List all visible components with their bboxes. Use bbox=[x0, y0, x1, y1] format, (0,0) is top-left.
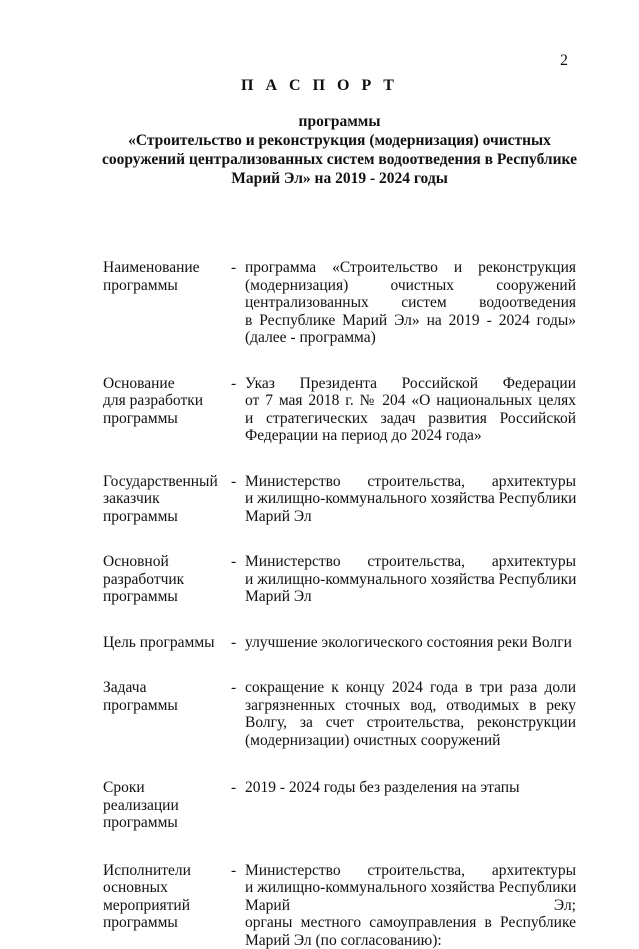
page-number: 2 bbox=[560, 52, 568, 70]
row-value-line: (модернизации) очистных сооружений bbox=[245, 732, 576, 750]
passport-row bbox=[103, 679, 576, 749]
row-value bbox=[245, 679, 576, 749]
program-subtitle bbox=[80, 112, 599, 188]
row-value-line: программа «Строительство и реконструкция bbox=[245, 259, 576, 277]
row-value-line: загрязненных сточных вод, отводимых в реку bbox=[245, 697, 576, 715]
row-value-line: Марий Эл; bbox=[245, 897, 576, 915]
row-value-line: (модернизация) очистных сооружений bbox=[245, 277, 576, 295]
row-label-line: Основание bbox=[103, 375, 231, 393]
row-dash: - bbox=[231, 259, 245, 347]
row-label-line: Задача bbox=[103, 679, 231, 697]
row-label-line: разработчик bbox=[103, 571, 231, 589]
row-dash: - bbox=[231, 679, 245, 749]
row-value-line: Министерство строительства, архитектуры bbox=[245, 473, 576, 491]
row-dash: - bbox=[231, 375, 245, 445]
row-dash: - bbox=[231, 634, 245, 652]
row-label bbox=[103, 375, 231, 445]
subtitle-line: «Строительство и реконструкция (модернизация) очистных bbox=[80, 131, 599, 150]
passport-row bbox=[103, 259, 576, 347]
subtitle-line: сооружений централизованных систем водоотведения в Республике bbox=[80, 150, 599, 169]
row-value bbox=[245, 553, 576, 606]
row-label-line: Сроки bbox=[103, 779, 231, 797]
row-label-line: Основной bbox=[103, 553, 231, 571]
row-value-line: и стратегических задач развития Российской bbox=[245, 410, 576, 428]
row-label bbox=[103, 634, 231, 652]
row-label-line: программы bbox=[103, 814, 231, 832]
row-label bbox=[103, 259, 231, 347]
row-label-line: Исполнители bbox=[103, 862, 231, 880]
row-dash: - bbox=[231, 779, 245, 832]
row-label-line: для разработки bbox=[103, 392, 231, 410]
subtitle-line: Марий Эл» на 2019 - 2024 годы bbox=[80, 169, 599, 188]
row-label-line: Цель программы bbox=[103, 634, 231, 652]
row-label-line: основных bbox=[103, 879, 231, 897]
passport-row bbox=[103, 375, 576, 445]
row-value-line: Указ Президента Российской Федерации bbox=[245, 375, 576, 393]
row-value bbox=[245, 862, 576, 949]
row-value bbox=[245, 473, 576, 526]
row-label-line: программы bbox=[103, 914, 231, 932]
row-label bbox=[103, 679, 231, 749]
row-label-line: реализации bbox=[103, 797, 231, 815]
row-value-line: централизованных систем водоотведения bbox=[245, 294, 576, 312]
row-label-line: программы bbox=[103, 410, 231, 428]
row-value-line: и жилищно-коммунального хозяйства Республики bbox=[245, 571, 576, 589]
row-label-line: Наименование bbox=[103, 259, 231, 277]
row-value-line: Марий Эл (по согласованию): bbox=[245, 932, 576, 949]
subtitle-line: программы bbox=[80, 112, 599, 131]
passport-row bbox=[103, 553, 576, 606]
row-label-line: программы bbox=[103, 588, 231, 606]
row-label bbox=[103, 862, 231, 949]
row-value-line: Марий Эл bbox=[245, 508, 576, 526]
row-label bbox=[103, 473, 231, 526]
row-value-line: Марий Эл bbox=[245, 588, 576, 606]
row-label-line: программы bbox=[103, 508, 231, 526]
passport-row bbox=[103, 634, 576, 652]
row-value-line: в Республике Марий Эл» на 2019 - 2024 годы» bbox=[245, 312, 576, 330]
row-value bbox=[245, 259, 576, 347]
row-value-line: (далее - программа) bbox=[245, 329, 576, 347]
row-label-line: заказчик bbox=[103, 490, 231, 508]
row-value-line: от 7 мая 2018 г. № 204 «О национальных целях bbox=[245, 392, 576, 410]
row-label bbox=[103, 779, 231, 832]
row-value-line: улучшение экологического состояния реки Волги bbox=[245, 634, 576, 652]
row-value bbox=[245, 375, 576, 445]
row-dash: - bbox=[231, 862, 245, 949]
document-title: П А С П О Р Т bbox=[0, 77, 639, 95]
row-label-line: программы bbox=[103, 697, 231, 715]
row-label-line: Государственный bbox=[103, 473, 231, 491]
row-value-line: сокращение к концу 2024 года в три раза доли bbox=[245, 679, 576, 697]
row-value-line: органы местного самоуправления в Республике bbox=[245, 914, 576, 932]
passport-row bbox=[103, 473, 576, 526]
passport-row bbox=[103, 862, 576, 949]
row-label-line: мероприятий bbox=[103, 897, 231, 915]
row-value-line: Министерство строительства, архитектуры bbox=[245, 862, 576, 880]
row-value bbox=[245, 779, 576, 832]
row-dash: - bbox=[231, 553, 245, 606]
row-value-line: Федерации на период до 2024 года» bbox=[245, 427, 576, 445]
passport-row bbox=[103, 779, 576, 832]
row-label bbox=[103, 553, 231, 606]
row-value-line: и жилищно-коммунального хозяйства Республики bbox=[245, 490, 576, 508]
row-value-line: Волгу, за счет строительства, реконструкции bbox=[245, 714, 576, 732]
row-value-line: и жилищно-коммунального хозяйства Республики bbox=[245, 879, 576, 897]
row-value-line: 2019 - 2024 годы без разделения на этапы bbox=[245, 779, 576, 797]
row-label-line: программы bbox=[103, 277, 231, 295]
row-value-line: Министерство строительства, архитектуры bbox=[245, 553, 576, 571]
row-dash: - bbox=[231, 473, 245, 526]
row-value bbox=[245, 634, 576, 652]
passport-table bbox=[103, 231, 576, 949]
